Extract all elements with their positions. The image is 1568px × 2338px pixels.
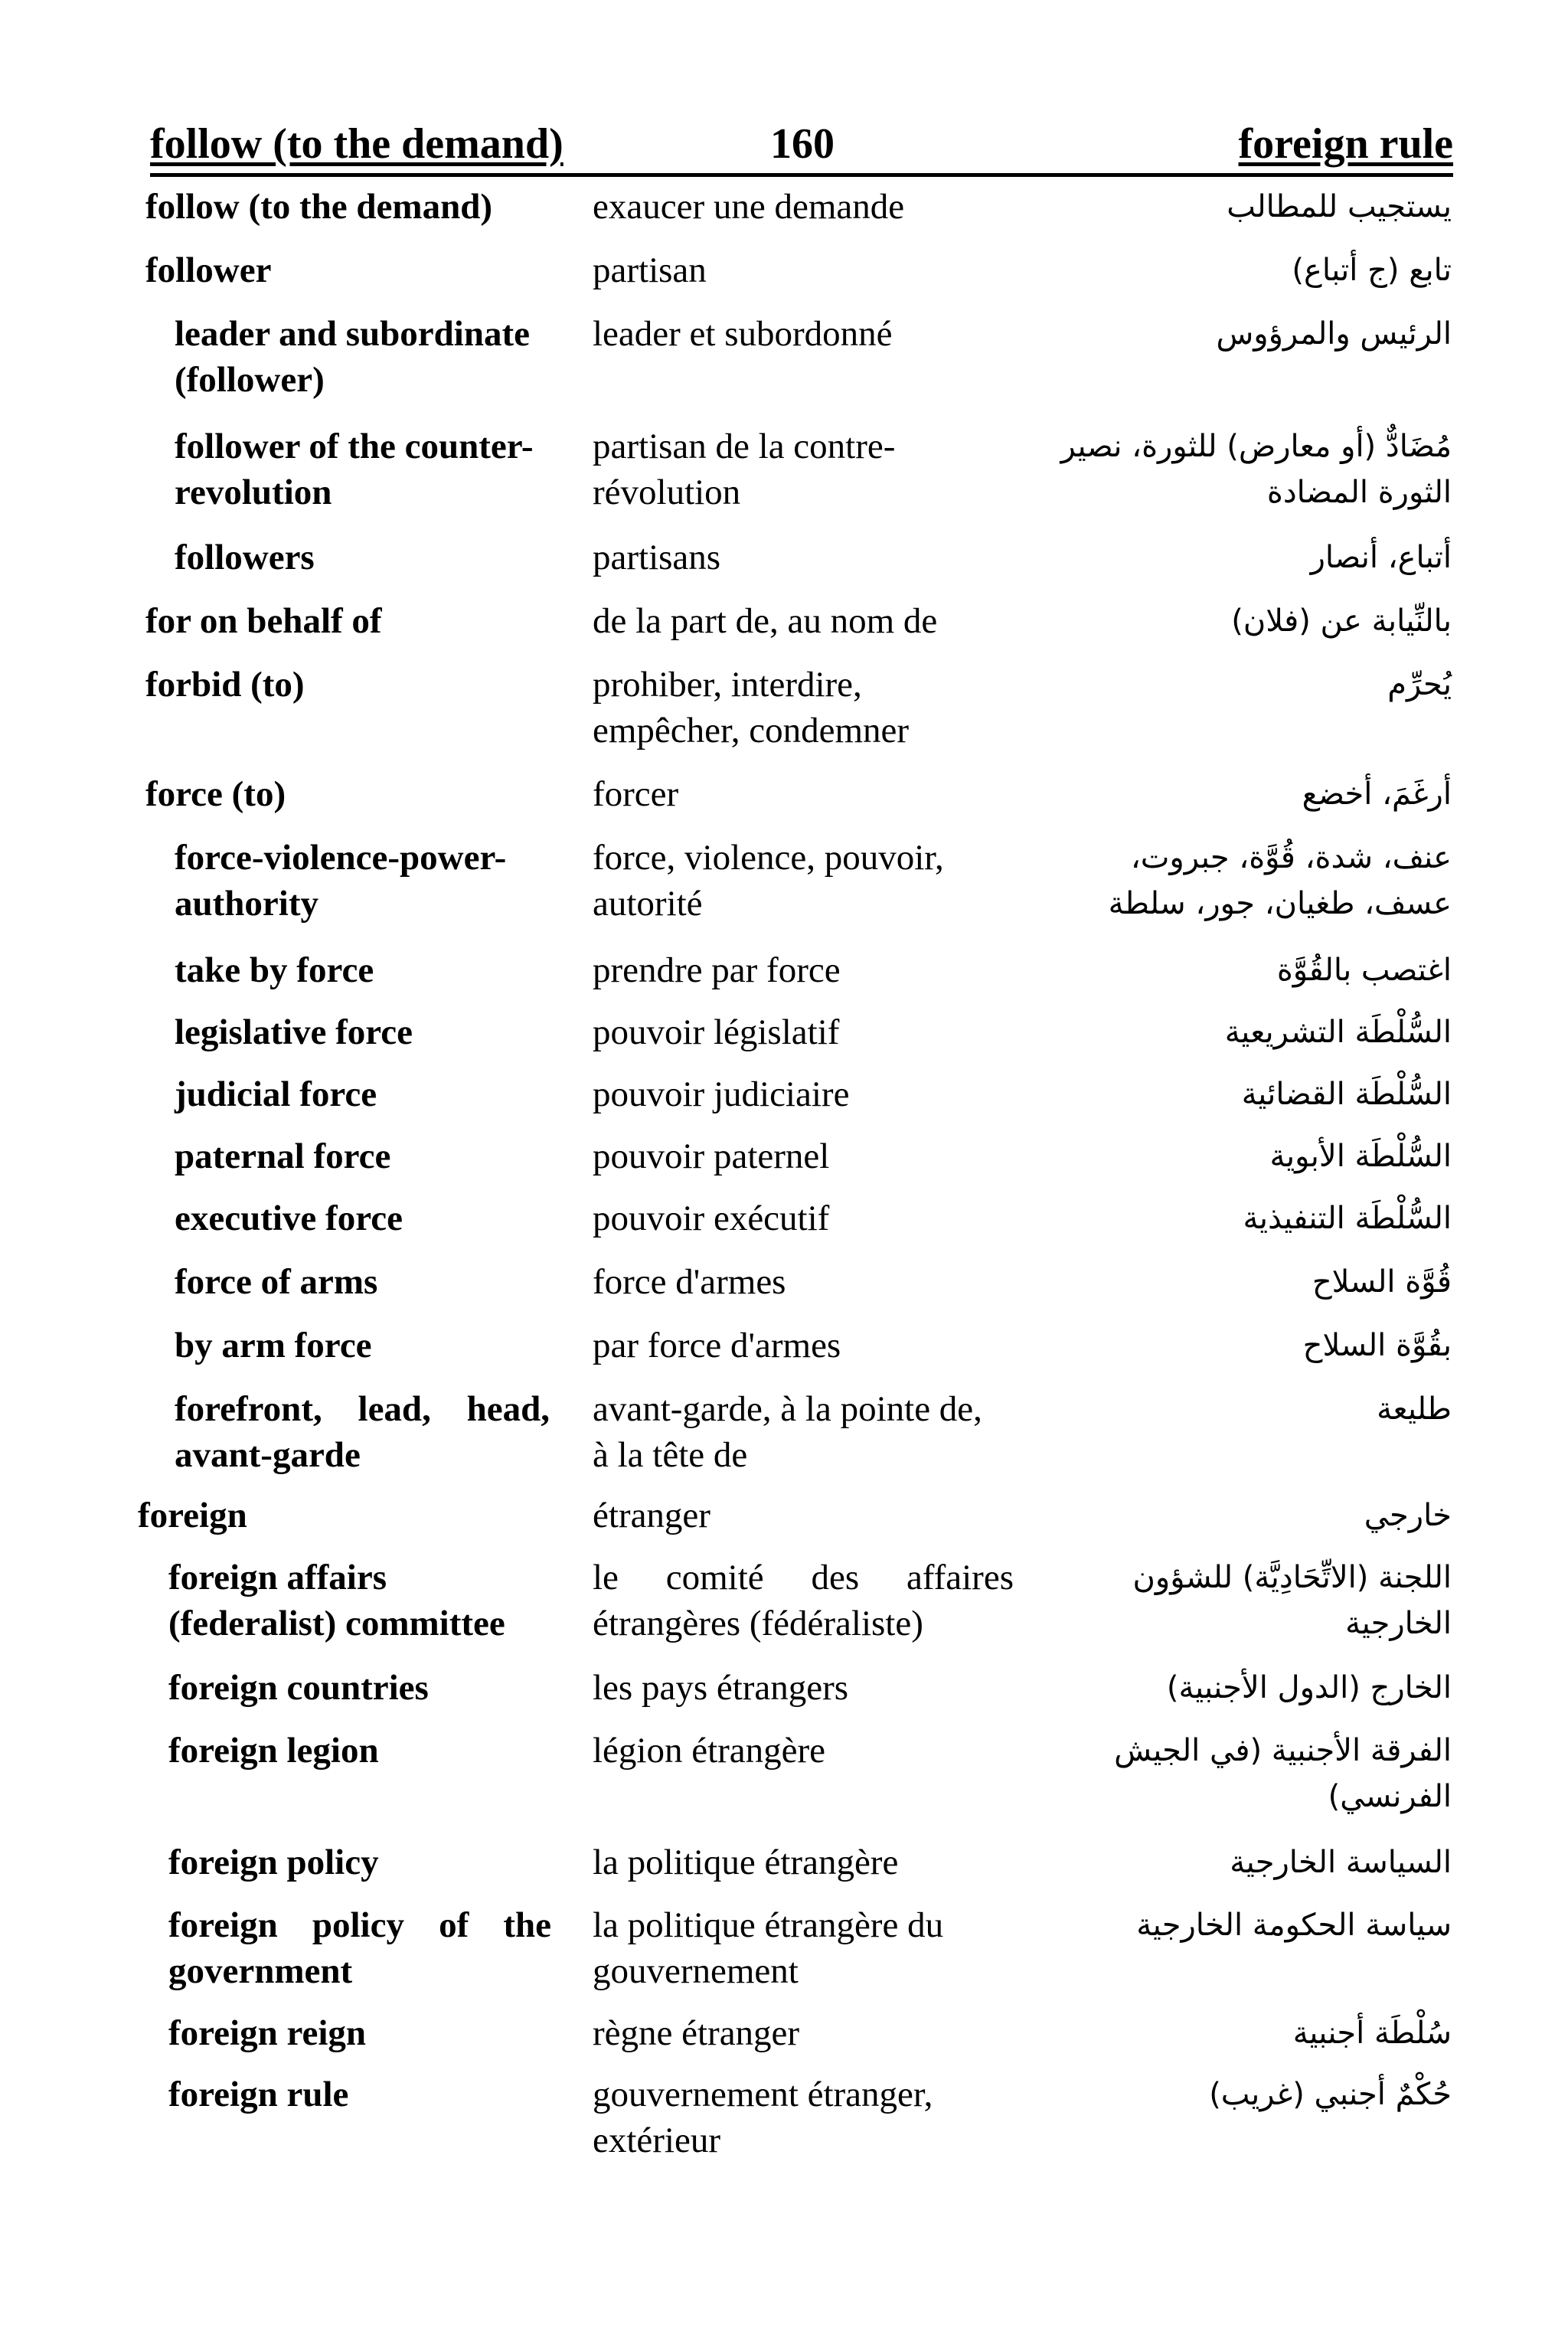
dictionary-entry xyxy=(0,247,1568,311)
arabic-translation: الرئيس والمرؤوس xyxy=(1216,316,1452,352)
english-term: take by force xyxy=(175,950,374,990)
dictionary-entry xyxy=(0,311,1568,423)
french-translation: les pays étrangers xyxy=(593,1668,849,1708)
page-header xyxy=(150,115,1453,177)
dictionary-entry xyxy=(0,2010,1568,2072)
dictionary-entry xyxy=(0,1259,1568,1323)
arabic-translation: طليعة xyxy=(1377,1391,1452,1427)
arabic-translation: بقُوَّة السلاح xyxy=(1302,1328,1452,1363)
dictionary-entry xyxy=(0,1071,1568,1133)
french-translation: le comité des affaires étrangères (fédéraliste) xyxy=(593,1558,1014,1643)
arabic-translation: خارجي xyxy=(1364,1498,1452,1533)
arabic-translation: بالنِّيابة عن (فلان) xyxy=(1231,603,1452,639)
arabic-translation: اللجنة (الاتِّحَادِيَّة) للشؤون الخارجية xyxy=(1132,1560,1452,1641)
english-term: by arm force xyxy=(175,1326,372,1365)
french-translation: étranger xyxy=(593,1496,710,1535)
french-translation: la politique étrangère xyxy=(593,1843,899,1882)
dictionary-entry xyxy=(0,662,1568,771)
dictionary-entry xyxy=(0,1665,1568,1728)
french-translation: légion étrangère xyxy=(593,1731,826,1771)
dictionary-entry xyxy=(0,1323,1568,1386)
dictionary-entry xyxy=(0,1839,1568,1902)
english-term: forbid (to) xyxy=(145,665,305,705)
english-term: foreign legion xyxy=(168,1731,379,1771)
french-translation: forcer xyxy=(593,774,679,814)
french-translation: partisan de la contre-révolution xyxy=(593,427,896,512)
arabic-translation: مُضَادٌّ (أو معارض) للثورة، نصير الثورة المضادة xyxy=(1060,429,1452,510)
entry-list xyxy=(0,184,1568,2179)
english-term: foreign rule xyxy=(168,2075,349,2114)
french-translation: exaucer une demande xyxy=(593,187,905,227)
arabic-translation: السُّلْطَة التنفيذية xyxy=(1243,1201,1452,1236)
arabic-translation: أرغَمَ، أخضع xyxy=(1302,777,1452,812)
dictionary-entry xyxy=(0,1009,1568,1071)
arabic-translation: السُّلْطَة القضائية xyxy=(1241,1077,1452,1112)
french-translation: la politique étrangère du gouvernement xyxy=(593,1905,944,1991)
dictionary-entry xyxy=(0,771,1568,835)
english-term: foreign affairs (federalist) committee xyxy=(168,1558,505,1643)
french-translation: avant-garde, à la pointe de, à la tête de xyxy=(593,1389,982,1475)
dictionary-entry xyxy=(0,184,1568,247)
french-translation: force d'armes xyxy=(593,1262,786,1302)
english-term: foreign countries xyxy=(168,1668,429,1708)
english-term: force (to) xyxy=(145,774,286,814)
english-term: followers xyxy=(175,538,315,577)
dictionary-entry xyxy=(0,1386,1568,1493)
dictionary-entry xyxy=(0,947,1568,1009)
arabic-translation: اغتصب بالقُوَّة xyxy=(1276,953,1452,988)
arabic-translation: عنف، شدة، قُوَّة، جبروت، عسف، طغيان، جور، سلطة xyxy=(1108,840,1452,921)
arabic-translation: الخارج (الدول الأجنبية) xyxy=(1166,1670,1452,1705)
arabic-translation: السياسة الخارجية xyxy=(1230,1845,1452,1880)
french-translation: gouvernement étranger, extérieur xyxy=(593,2075,933,2160)
arabic-translation: قُوَّة السلاح xyxy=(1312,1264,1452,1300)
french-translation: leader et subordonné xyxy=(593,314,893,354)
arabic-translation: الفرقة الأجنبية (في الجيش الفرنسي) xyxy=(1114,1733,1452,1814)
arabic-translation: يستجيب للمطالب xyxy=(1227,189,1452,224)
french-translation: par force d'armes xyxy=(593,1326,841,1365)
arabic-translation: سياسة الحكومة الخارجية xyxy=(1136,1908,1452,1943)
arabic-translation: حُكْمٌ أجنبي (غريب) xyxy=(1209,2077,1452,2112)
french-translation: pouvoir législatif xyxy=(593,1012,840,1052)
french-translation: partisan xyxy=(593,250,707,290)
arabic-translation: السُّلْطَة التشريعية xyxy=(1224,1015,1452,1050)
arabic-translation: يُحرِّم xyxy=(1387,667,1452,702)
page-number: 160 xyxy=(770,120,835,168)
dictionary-entry xyxy=(0,598,1568,662)
english-term: foreign xyxy=(138,1496,247,1535)
dictionary-entry xyxy=(0,1133,1568,1195)
dictionary-entry xyxy=(0,2072,1568,2179)
french-translation: prendre par force xyxy=(593,950,841,990)
english-term: follower of the counter-revolution xyxy=(175,427,534,512)
dictionary-entry xyxy=(0,1902,1568,2010)
english-term: paternal force xyxy=(175,1136,391,1176)
dictionary-entry xyxy=(0,535,1568,598)
right-guide-word: foreign rule xyxy=(1238,120,1453,168)
left-guide-word: follow (to the demand) xyxy=(150,120,564,168)
english-term: follow (to the demand) xyxy=(145,187,492,227)
arabic-translation: سُلْطَة أجنبية xyxy=(1292,2016,1452,2051)
french-translation: prohiber, interdire, empêcher, condemner xyxy=(593,665,910,750)
dictionary-entry xyxy=(0,1195,1568,1259)
french-translation: de la part de, au nom de xyxy=(593,601,938,641)
dictionary-entry xyxy=(0,423,1568,535)
english-term: force-violence-power-authority xyxy=(175,838,507,924)
english-term: judicial force xyxy=(175,1074,377,1114)
english-term: for on behalf of xyxy=(145,601,382,641)
french-translation: règne étranger xyxy=(593,2013,800,2053)
english-term: foreign reign xyxy=(168,2013,367,2053)
english-term: leader and subordinate (follower) xyxy=(175,314,530,400)
dictionary-entry xyxy=(0,1493,1568,1555)
english-term: forefront, lead, head, avant-garde xyxy=(175,1389,550,1475)
dictionary-entry xyxy=(0,835,1568,947)
english-term: follower xyxy=(145,250,272,290)
french-translation: pouvoir paternel xyxy=(593,1136,830,1176)
english-term: foreign policy of the government xyxy=(168,1905,551,1991)
dictionary-entry xyxy=(0,1555,1568,1665)
french-translation: pouvoir exécutif xyxy=(593,1198,830,1238)
french-translation: pouvoir judiciaire xyxy=(593,1074,850,1114)
arabic-translation: السُّلْطَة الأبوية xyxy=(1269,1139,1452,1174)
arabic-translation: أتباع، أنصار xyxy=(1310,540,1452,575)
english-term: force of arms xyxy=(175,1262,378,1302)
dictionary-entry xyxy=(0,1728,1568,1839)
english-term: legislative force xyxy=(175,1012,413,1052)
arabic-translation: تابع (ج أتباع) xyxy=(1292,253,1452,288)
french-translation: partisans xyxy=(593,538,721,577)
french-translation: force, violence, pouvoir, autorité xyxy=(593,838,944,924)
english-term: executive force xyxy=(175,1198,403,1238)
english-term: foreign policy xyxy=(168,1843,379,1882)
